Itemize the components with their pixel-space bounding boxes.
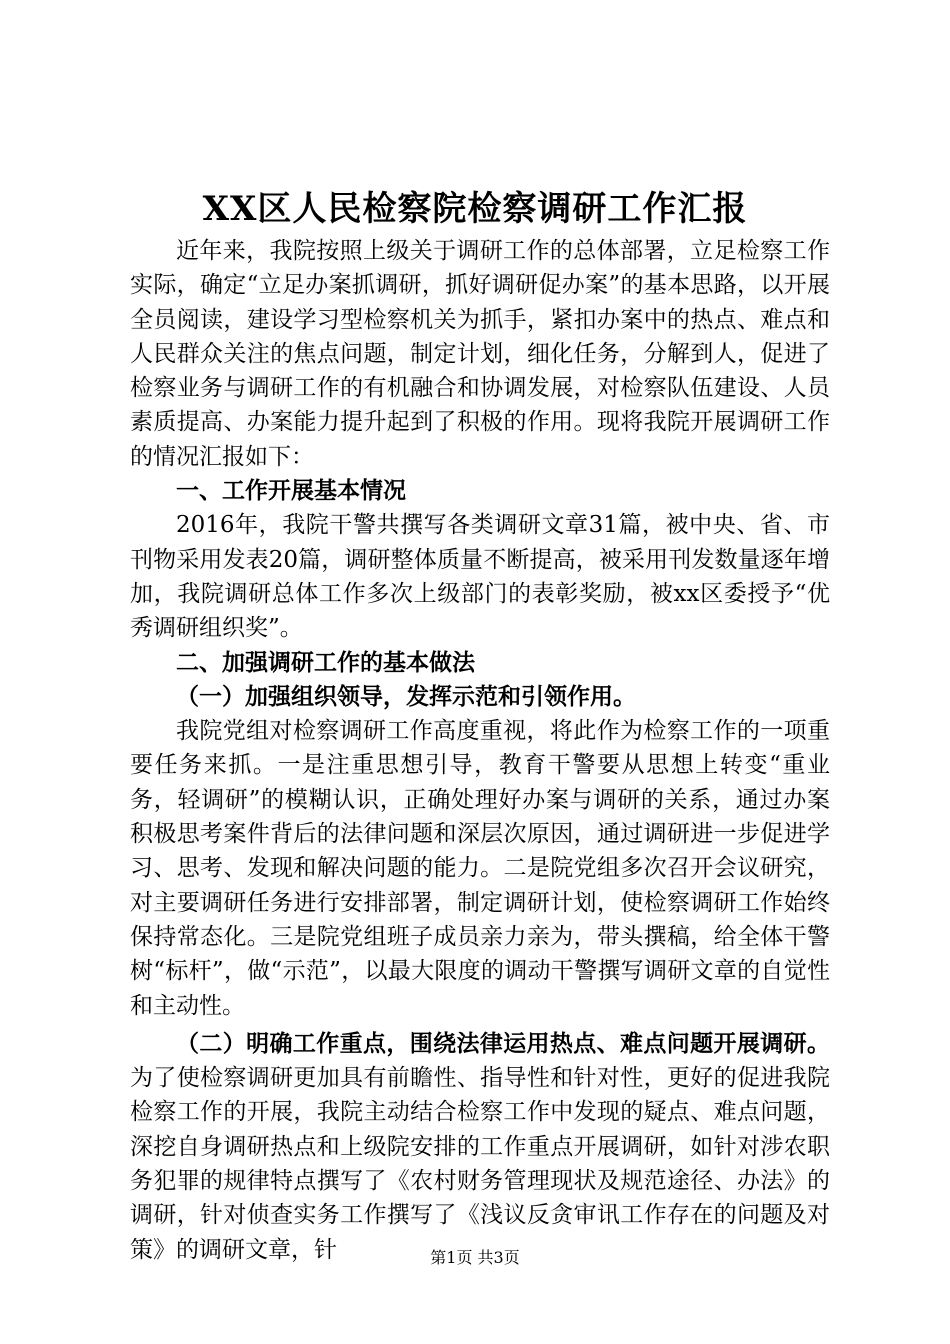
section-2-heading: 二、加强调研工作的基本做法	[176, 649, 475, 676]
section-1-paragraph: 2016年，我院干警共撰写各类调研文章31篇，被中央、省、市刊物采用发表20篇，调研整体质量不断提高，被采用刊发数量逐年增加，我院调研总体工作多次上级部门的表彰奖励，被xx区委授予“优秀调研组织奖”。	[130, 512, 830, 642]
document-title: XX区人民检察院检察调研工作汇报	[202, 189, 748, 229]
page-footer: 第1页 共3页	[430, 1248, 520, 1267]
document-body	[130, 234, 830, 1267]
subsection-1-paragraph: 我院党组对检察调研工作高度重视，将此作为检察工作的一项重要任务来抓。一是注重思想引导，教育干警要从思想上转变“重业务，轻调研”的模糊认识，正确处理好办案与调研的关系，通过办案积极思考案件背后的法律问题和深层次原因，通过调研进一步促进学习、思考、发现和解决问题的能力。二是院党组多次召开会议研究，对主要调研任务进行安排部署，制定调研计划，使检察调研工作始终保持常态化。三是院党组班子成员亲力亲为，带头撰稿，给全体干警树“标杆”，做“示范”，以最大限度的调动干警撰写调研文章的自觉性和主动性。	[130, 718, 830, 1019]
subsection-1-heading: （一）加强组织领导，发挥示范和引领作用。	[176, 683, 636, 710]
subsection-2-paragraph	[130, 1027, 830, 1267]
intro-paragraph: 近年来，我院按照上级关于调研工作的总体部署，立足检察工作实际，确定“立足办案抓调研，抓好调研促办案”的基本思路，以开展全员阅读，建设学习型检察机关为抓手，紧扣办案中的热点、难点和人民群众关注的焦点问题，制定计划，细化任务，分解到人，促进了检察业务与调研工作的有机融合和协调发展，对检察队伍建设、人员素质提高、办案能力提升起到了积极的作用。现将我院开展调研工作的情况汇报如下：	[130, 238, 830, 470]
section-1-heading: 一、工作开展基本情况	[176, 478, 406, 505]
subsection-2-text: 为了使检察调研更加具有前瞻性、指导性和针对性，更好的促进我院检察工作的开展，我院主动结合检察工作中发现的疑点、难点问题，深挖自身调研热点和上级院安排的工作重点开展调研，如针对涉农职务犯罪的规律特点撰写了《农村财务管理现状及规范途径、办法》的调研，针对侦查实务工作撰写了《浅议反贪审讯工作存在的问题及对策》的调研文章，针	[130, 1065, 830, 1263]
subsection-2-heading: （二）明确工作重点，围绕法律运用热点、难点问题开展调研。	[176, 1030, 830, 1057]
